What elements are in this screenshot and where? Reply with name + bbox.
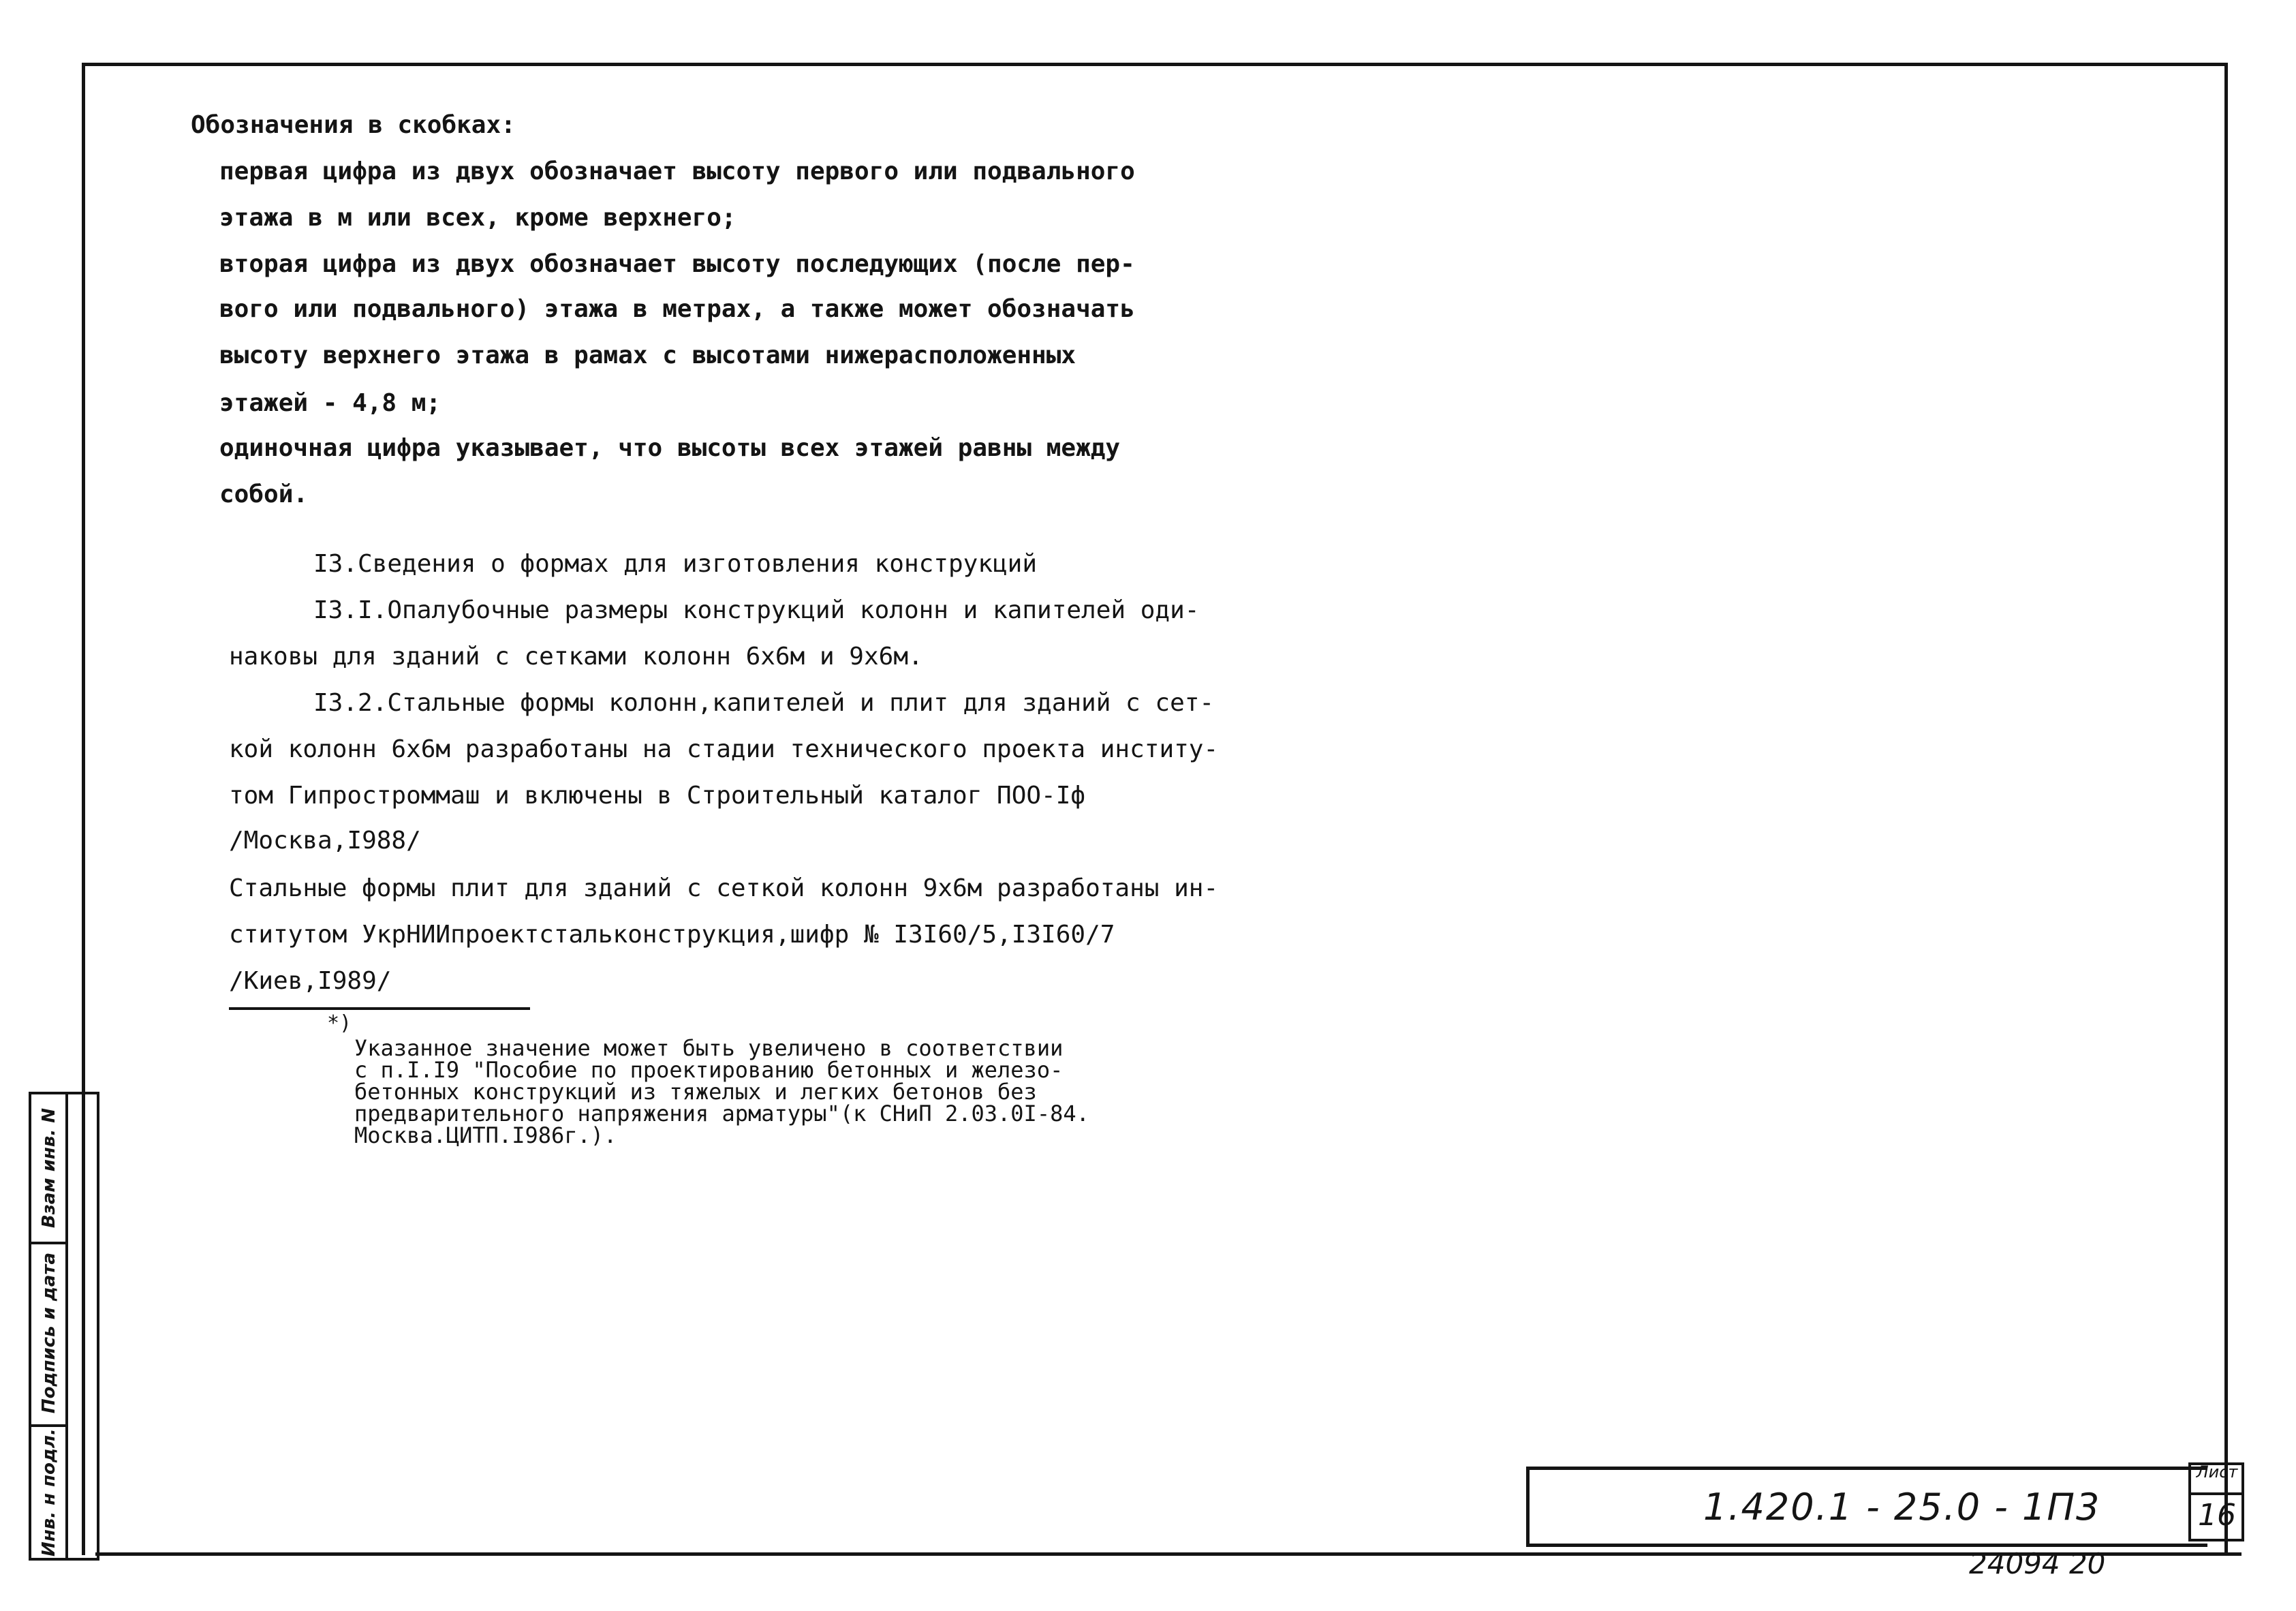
side-label-replacement: Взам инв. N bbox=[39, 1107, 60, 1229]
text-line: вого или подвального) этажа в метрах, а также может обозначать bbox=[219, 295, 1135, 323]
side-label-signature: Подпись и дата bbox=[39, 1252, 60, 1414]
text-line: собой. bbox=[219, 480, 309, 508]
text-line: первая цифра из двух обозначает высоту первого или подвального bbox=[219, 157, 1135, 185]
text-line: Стальные формы плит для зданий с сеткой колонн 9х6м разработаны ин- bbox=[229, 874, 1219, 902]
text-line: одиночная цифра указывает, что высоты всех этажей равны между bbox=[219, 434, 1121, 462]
side-stamp-divider bbox=[65, 1094, 68, 1558]
text-line: /Москва,I988/ bbox=[229, 827, 421, 855]
frame-bottom-line bbox=[95, 1552, 2241, 1556]
side-stamp bbox=[29, 1092, 99, 1561]
text-line: ститутом УкрНИИпроектстальконструкция,шифр № I3I60/5,I3I60/7 bbox=[229, 921, 1115, 949]
text-line: /Киев,I989/ bbox=[229, 967, 392, 995]
footnote-mark: *) bbox=[327, 1011, 352, 1035]
section-13-heading: I3.Сведения о формах для изготовления конструкций bbox=[313, 550, 1038, 578]
text-line: вторая цифра из двух обозначает высоту последующих (после пер- bbox=[219, 250, 1135, 278]
footnote-rule bbox=[229, 1007, 530, 1010]
designations-heading: Обозначения в скобках: bbox=[191, 111, 516, 139]
document-code: 1.420.1 - 25.0 - 1П3 bbox=[1703, 1486, 2101, 1529]
sheet-label: Лист bbox=[2196, 1462, 2238, 1482]
archive-number: 24094 20 bbox=[1969, 1547, 2106, 1580]
text-line: том Гипростроммаш и включены в Строительный каталог ПОО-Iф bbox=[229, 782, 1086, 810]
footnote-line: Москва.ЦИТП.I986г.). bbox=[354, 1122, 617, 1148]
footnote-line: бетонных конструкций из тяжелых и легких бетонов без bbox=[354, 1079, 1037, 1105]
text-line: высоту верхнего этажа в рамах с высотами нижерасположенных bbox=[219, 341, 1076, 369]
text-line: I3.I.Опалубочные размеры конструкций колонн и капителей оди- bbox=[313, 596, 1200, 624]
text-line: этажей - 4,8 м; bbox=[219, 389, 441, 417]
sheet-box-divider bbox=[2191, 1492, 2241, 1495]
footnote-line: предварительного напряжения арматуры"(к СНиП 2.03.0I-84. bbox=[354, 1101, 1089, 1126]
footnote-line: с п.I.I9 "Пособие по проектированию бетонных и железо- bbox=[354, 1057, 1064, 1083]
side-label-inventory: Инв. н подл. bbox=[39, 1428, 59, 1556]
text-line: кой колонн 6х6м разработаны на стадии технического проекта институ- bbox=[229, 735, 1219, 763]
sheet-number: 16 bbox=[2198, 1498, 2236, 1533]
text-line: наковы для зданий с сетками колонн 6х6м и 9х6м. bbox=[229, 643, 923, 671]
text-line: этажа в м или всех, кроме верхнего; bbox=[219, 204, 736, 232]
text-line: I3.2.Стальные формы колонн,капителей и плит для зданий с сет- bbox=[313, 689, 1215, 717]
footnote-line: Указанное значение может быть увеличено в соответствии bbox=[354, 1035, 1064, 1061]
